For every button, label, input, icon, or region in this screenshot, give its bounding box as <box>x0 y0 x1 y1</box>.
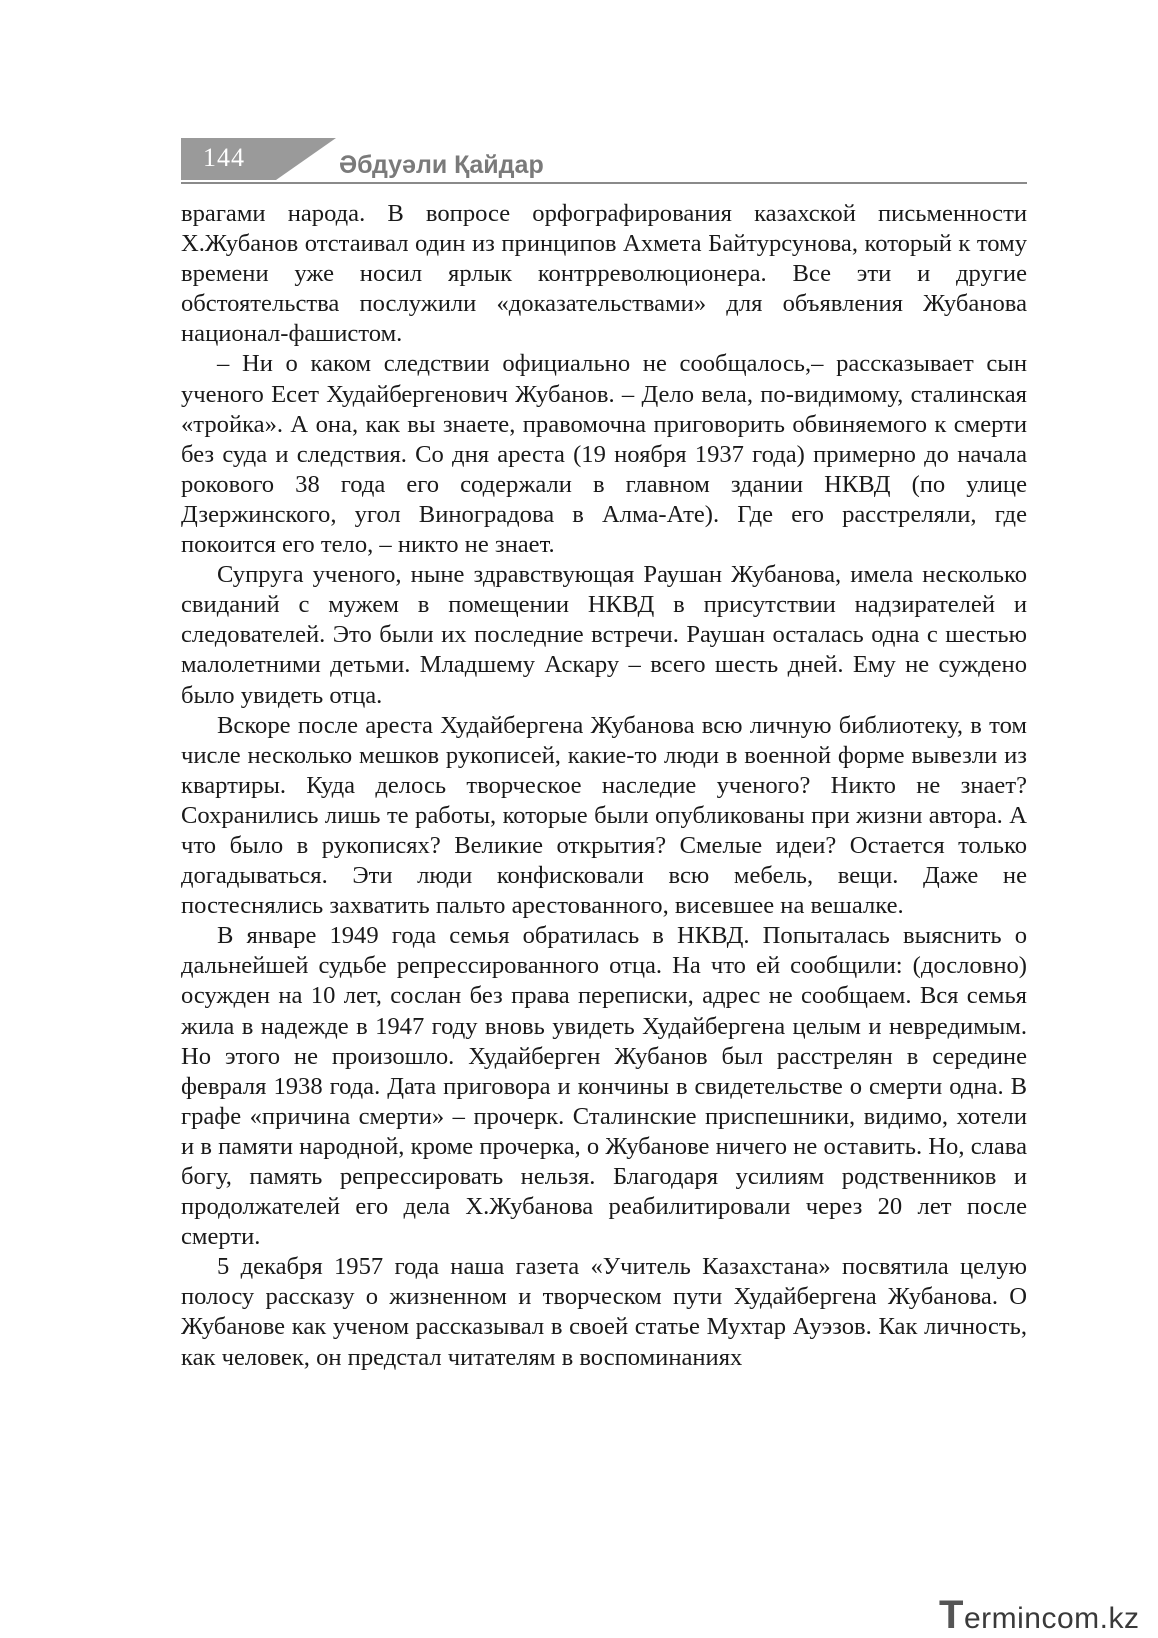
watermark-initial: T <box>939 1593 964 1637</box>
watermark-text: ermincom.kz <box>963 1602 1140 1635</box>
paragraph: 5 декабря 1957 года наша газета «Учитель Казахстана» посвятила целую полосу рассказу о жизненном и творческом пути Худайбергена Жубанова. О Жубанове как ученом рассказывал в своей статье Мухтар Ауэзов. Как личность, как человек, он предстал читателям в воспоминаниях <box>181 1253 1027 1371</box>
body-text <box>181 199 1027 1373</box>
paragraph: Супруга ученого, ныне здравствующая Раушан Жубанова, имела несколько свиданий с мужем в помещении НКВД в присутствии надзирателей и следователей. Это были их последние встречи. Раушан осталась одна с шестью малолетними детьми. Младшему Аскару – всего шесть дней. Ему не суждено было увидеть отца. <box>181 561 1027 709</box>
paragraph: врагами народа. В вопросе орфографирования казахской письменности Х.Жубанов отстаивал один из принципов Ахмета Байтурсунова, который к тому времени уже носил ярлык контрреволюционера. Все эти и другие обстоятельства послужили «доказательствами» для объявления Жубанова национал-фашистом. <box>181 200 1027 348</box>
page-header <box>181 138 1027 186</box>
paragraph: Вскоре после ареста Худайбергена Жубанова всю личную библиотеку, в том числе несколько мешков рукописей, какие-то люди в военной форме вывезли из квартиры. Куда делось творческое наследие ученого? Никто не знает? Сохранились лишь те работы, которые были опубликованы при жизни автора. А что было в рукописях? Великие открытия? Смелые идеи? Остается только догадываться. Эти люди конфисковали всю мебель, вещи. Даже не постеснялись захватить пальто арестованного, висевшее на вешалке. <box>181 711 1027 920</box>
paragraph: В январе 1949 года семья обратилась в НКВД. Попыталась выяснить о дальнейшей судьбе репрессированного отца. На что ей сообщили: (дословно) осужден на 10 лет, сослан без права переписки, адрес не сообщаем. Вся семья жила в надежде в 1947 году вновь увидеть Худайбергена целым и невредимым. Но этого не произошло. Худайберген Жубанов был расстрелян в середине февраля 1938 года. Дата приговора и кончины в свидетельстве о смерти одна. В графе «причина смерти» – прочерк. Сталинские приспешники, видимо, хотели и в памяти народной, кроме прочерка, о Жубанове ничего не оставить. Но, слава богу, память репрессировать нельзя. Благодаря усилиям родственников и продолжателей его дела Х.Жубанова реабилитировали через 20 лет после смерти. <box>181 922 1027 1251</box>
running-head-author: Әбдуәли Қайдар <box>339 151 544 179</box>
header-divider <box>181 182 1027 184</box>
page-number-tab-arrow <box>276 138 336 180</box>
paragraph: – Ни о каком следствии официально не сообщалось,– рассказывает сын ученого Есет Худайбергенович Жубанов. – Дело вела, по-видимому, сталинская «тройка». А она, как вы знаете, правомочна приговорить обвиняемого к смерти без суда и следствия. Со дня ареста (19 ноября 1937 года) примерно до начала рокового 38 года его содержали в главном здании НКВД (по улице Дзержинского, угол Виноградова в Алма-Ате). Где его расстреляли, где покоится его тело, – никто не знает. <box>181 350 1027 559</box>
page-number: 144 <box>203 143 245 172</box>
watermark-logo <box>939 1593 1139 1638</box>
